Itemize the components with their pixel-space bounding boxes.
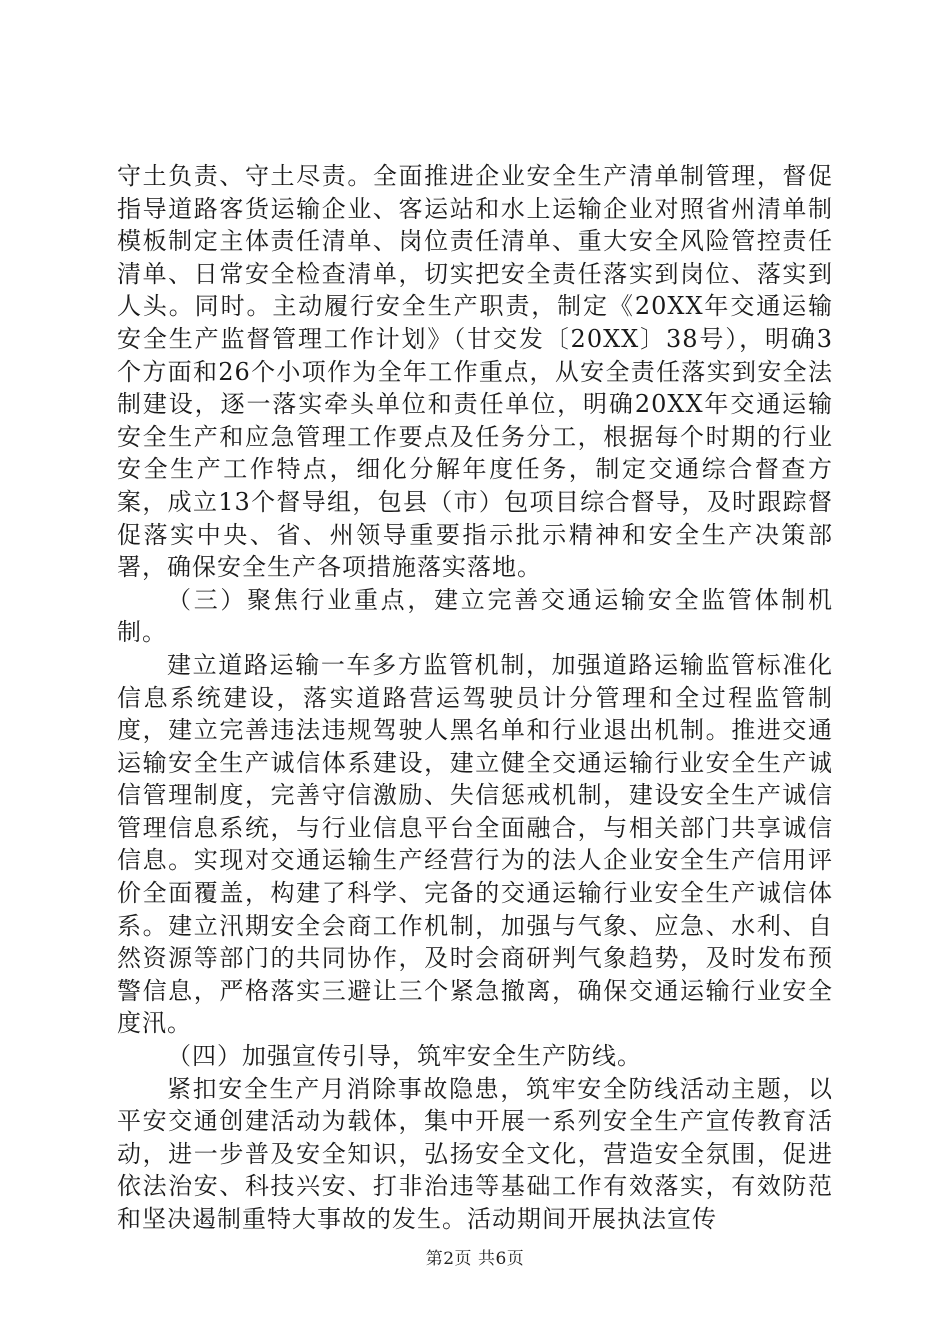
paragraph-responsibility: 守土负责、守土尽责。全面推进企业安全生产清单制管理，督促指导道路客货运输企业、客运站和水上运输企业对照省州清单制模板制定主体责任清单、岗位责任清单、重大安全风险管控责任清单、日常安全检查清单，切实把安全责任落实到岗位、落实到人头。同时。主动履行安全生产职责，制定《20XX年交通运输安全生产监督管理工作计划》（甘交发〔20XX〕38号），明确3个方面和26个小项作为全年工作重点，从安全责任落实到安全法制建设，逐一落实牵头单位和责任单位，明确20XX年交通运输安全生产和应急管理工作要点及任务分工，根据每个时期的行业安全生产工作特点，细化分解年度任务，制定交通综合督查方案，成立13个督导组，包县（市）包项目综合督导，及时跟踪督促落实中央、省、州领导重要指示批示精神和安全生产决策部署，确保安全生产各项措施落实落地。 xyxy=(117,162,833,582)
page-footer: 第2页 共6页 xyxy=(425,1249,525,1269)
section-heading-4: （四）加强宣传引导，筑牢安全生产防线。 xyxy=(167,1042,642,1071)
document-body xyxy=(117,160,833,1236)
paragraph-publicity: 紧扣安全生产月消除事故隐患，筑牢安全防线活动主题，以平安交通创建活动为载体，集中开展一系列安全生产宣传教育活动，进一步普及安全知识，弘扬安全文化，营造安全氛围，促进依法治安、科技兴安、打非治违等基础工作有效落实，有效防范和坚决遏制重特大事故的发生。活动期间开展执法宣传 xyxy=(117,1074,833,1233)
paragraph-supervision-mechanism: 建立道路运输一车多方监管机制，加强道路运输监管标准化信息系统建设，落实道路营运驾驶员计分管理和全过程监管制度，建立完善违法违规驾驶人黑名单和行业退出机制。推进交通运输安全生产诚信体系建设，建立健全交通运输行业安全生产诚信管理制度，完善守信激励、失信惩戒机制，建设安全生产诚信管理信息系统，与行业信息平台全面融合，与相关部门共享诚信信息。实现对交通运输生产经营行为的法人企业安全生产信用评价全面覆盖，构建了科学、完备的交通运输行业安全生产诚信体系。建立汛期安全会商工作机制，加强与气象、应急、水利、自然资源等部门的共同协作，及时会商研判气象趋势，及时发布预警信息，严格落实三避让三个紧急撤离，确保交通运输行业安全度汛。 xyxy=(117,650,833,1038)
section-heading-3: （三）聚焦行业重点，建立完善交通运输安全监管体制机制。 xyxy=(117,585,833,647)
